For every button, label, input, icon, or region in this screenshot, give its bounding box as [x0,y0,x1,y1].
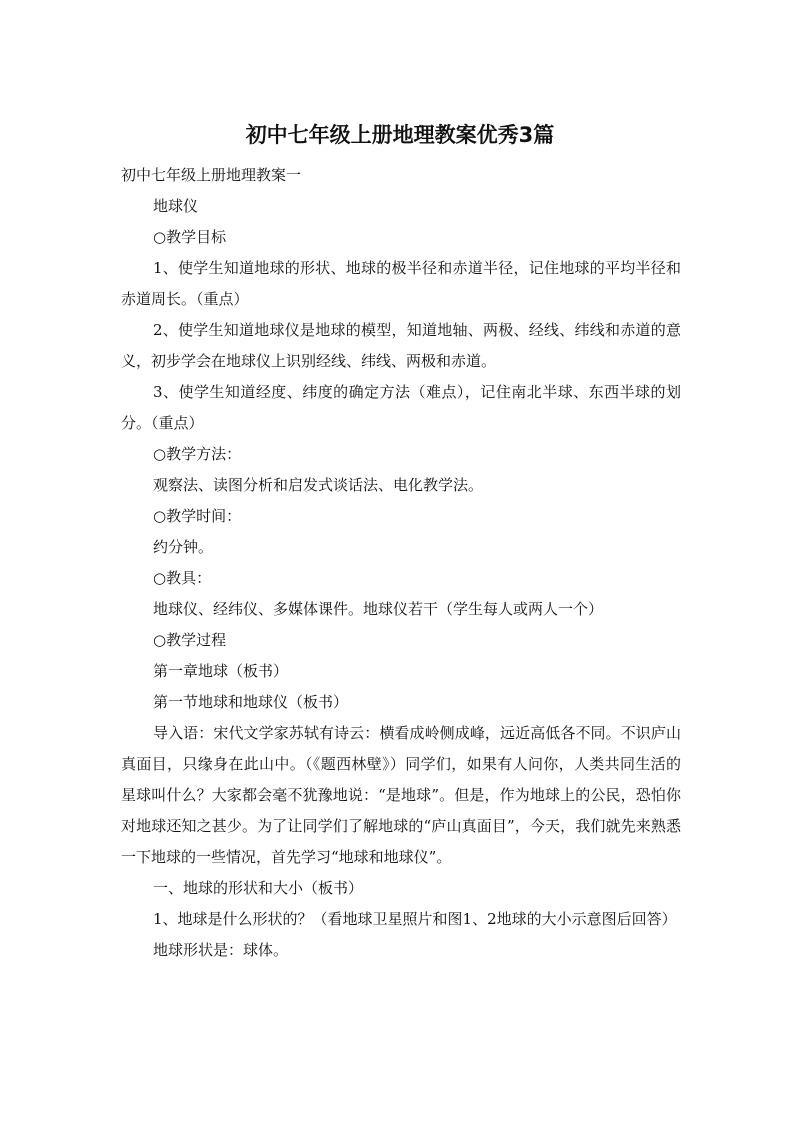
document-title: 初中七年级上册地理教案优秀3篇 [245,123,555,147]
paragraph-time-heading: ○教学时间： [153,507,242,525]
paragraph-tools: 地球仪、经纬仪、多媒体课件。地球仪若干（学生每人或两人一个） [153,600,604,618]
paragraph-answer: 地球形状是：球体。 [153,941,289,959]
paragraph-question: 1、地球是什么形状的？（看地球卫星照片和图1、2地球的大小示意图后回答） [153,910,677,928]
paragraph-time: 约分钟。 [153,538,214,556]
paragraph-subtopic: 一、地球的形状和大小（板书） [153,879,364,897]
paragraph-process-heading: ○教学过程 [153,631,227,649]
paragraph-methods: 观察法、读图分析和启发式谈话法、电化教学法。 [153,476,484,494]
document-body [121,160,681,966]
paragraph-section: 第一节地球和地球仪（板书） [153,693,349,711]
paragraph-introduction: 导入语：宋代文学家苏轼有诗云：横看成岭侧成峰，远近高低各不同。不识庐山真面目，只缘身在此山中。（《题西林壁》）同学们，如果有人问你，人类共同生活的星球叫什么？大家都会毫不犹豫地说：“是地球”。但是，作为地球上的公民，恐怕你对地球还知之甚少。为了让同学们了解地球的“庐山真面目”，今天，我们就先来熟悉一下地球的一些情况，首先学习“地球和地球仪”。 [121,724,681,866]
paragraph-teaching-goals-heading: ○教学目标 [153,228,227,246]
paragraph-tools-heading: ○教具： [153,569,212,587]
paragraph-goal-2: 2、使学生知道地球仪是地球的模型，知道地轴、两极、经线、纬线和赤道的意义，初步学会在地球仪上识别经线、纬线、两极和赤道。 [121,321,681,370]
paragraph-topic: 地球仪 [153,197,199,215]
paragraph-section-heading: 初中七年级上册地理教案一 [121,166,302,184]
paragraph-chapter: 第一章地球（板书） [153,662,289,680]
paragraph-methods-heading: ○教学方法： [153,445,242,463]
paragraph-goal-3: 3、使学生知道经度、纬度的确定方法（难点），记住南北半球、东西半球的划分。（重点） [121,383,681,432]
paragraph-goal-1: 1、使学生知道地球的形状、地球的极半径和赤道半径，记住地球的平均半径和赤道周长。（重点） [121,259,681,308]
